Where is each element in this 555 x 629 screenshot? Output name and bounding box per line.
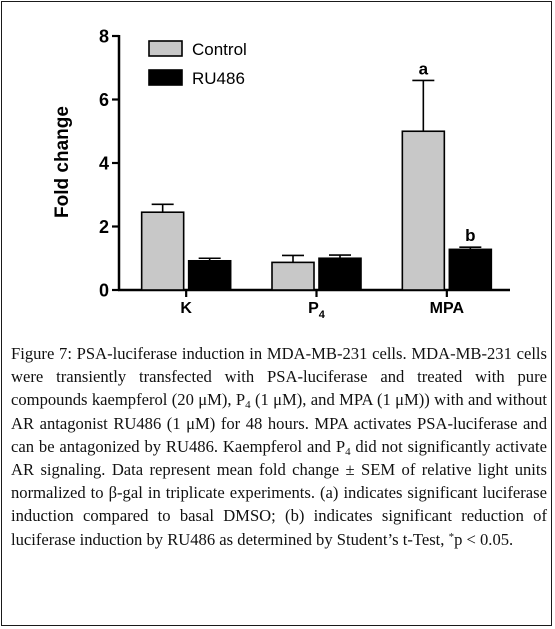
significance-label: a (418, 59, 429, 79)
x-tick-label: $P_4$ (308, 300, 325, 321)
bar-ru486 (319, 258, 361, 290)
bar-ru486 (449, 249, 491, 290)
y-axis-label-group (52, 106, 73, 218)
y-axis-label: Fold change (52, 106, 73, 218)
caption-segment: 4 (245, 399, 251, 412)
caption-segment: (1 μM), and MPA (1 μM)) with and without AR antagonist RU486 (1 μM) for 48 hours. MPA activates PSA-luciferase and can be antagonized by RU486. Kaempferol and P (11, 390, 547, 456)
caption-segment: * (448, 530, 455, 543)
x-tick-label: K (180, 300, 192, 317)
caption-segment: 4 (345, 445, 351, 458)
legend-swatch (149, 70, 182, 85)
y-tick-label: 4 (98, 153, 109, 174)
bar-chart (2, 2, 553, 337)
legend-swatch (149, 41, 182, 56)
bar-ru486 (189, 261, 231, 290)
y-tick-label: 0 (98, 280, 109, 301)
y-tick-label: 8 (98, 26, 109, 47)
bar-control (142, 212, 184, 290)
figure-caption (11, 342, 547, 551)
caption-segment: did not significantly activate AR signaling. Data represent mean fold change ± SEM of relative light units normalized to β-gal in triplicate experiments. (a) indicates significant luciferase induction compared to basal DMSO; (b) indicates significant reduction of luciferase induction by RU486 as determined by Student’s t-Test, (11, 436, 547, 549)
x-tick-label: MPA (429, 300, 465, 317)
figure-frame (1, 1, 552, 626)
legend-label: RU486 (192, 69, 245, 88)
caption-segment: Figure 7: PSA-luciferase induction in MDA-MB-231 cells. MDA-MB-231 cells were transiently transfected with PSA-luciferase and treated with pure compounds kaempferol (20 μM), P (11, 344, 547, 410)
y-tick-label: 2 (98, 217, 109, 237)
bar-control (402, 131, 444, 290)
bar-control (272, 262, 314, 290)
caption-segment: p < 0.05. (454, 529, 514, 549)
significance-label: b (465, 226, 476, 246)
legend-label: Control (192, 40, 247, 59)
y-tick-label: 6 (98, 90, 109, 110)
